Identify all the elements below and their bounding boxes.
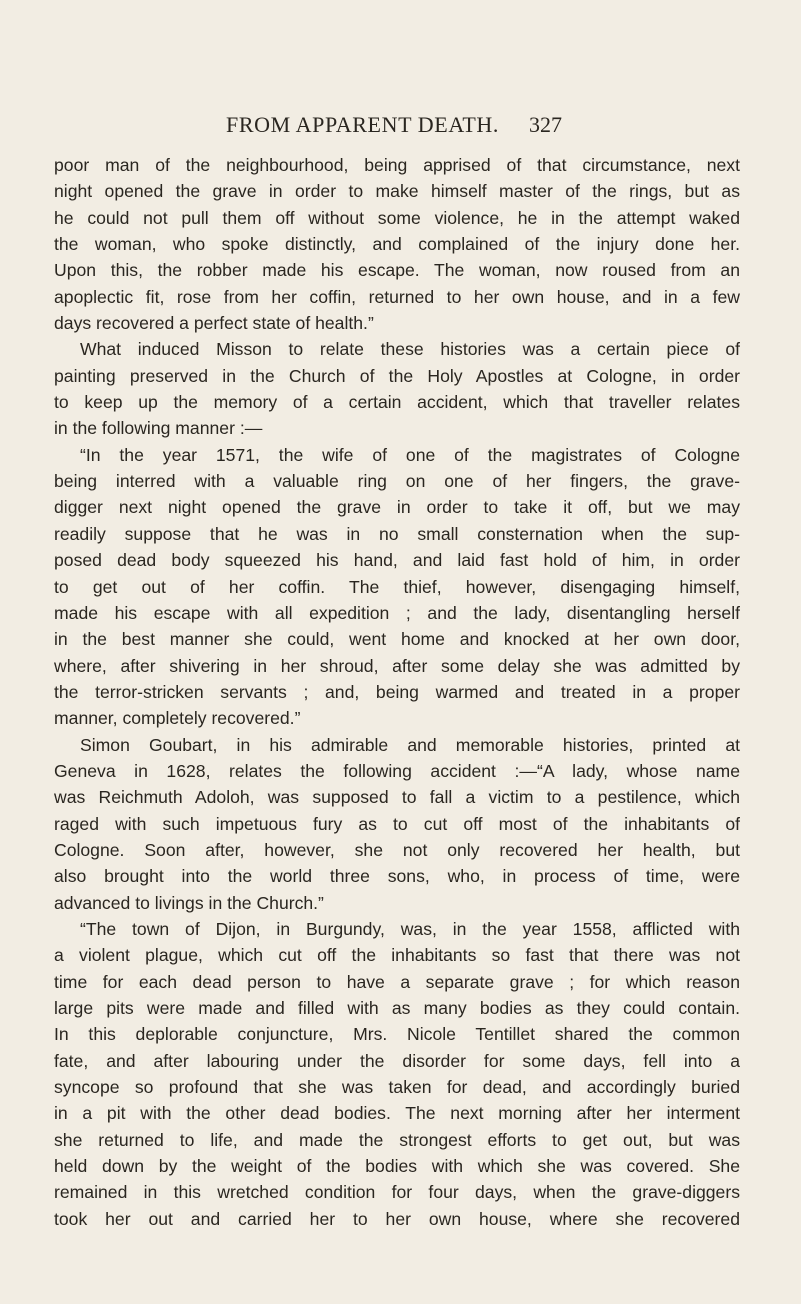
text-line: Geneva in 1628, relates the following accident :—“A lady, whose name (54, 760, 740, 781)
page-number: 327 (529, 112, 562, 137)
text-line: fate, and after labouring under the disorder for some days, fell into a (54, 1050, 740, 1071)
text-line: a violent plague, which cut off the inhabitants so fast that there was not (54, 945, 740, 966)
text-line: being interred with a valuable ring on one of her fingers, the grave- (54, 471, 740, 492)
text-line: In this deplorable conjuncture, Mrs. Nicole Tentillet shared the common (54, 1024, 740, 1045)
text-line: What induced Misson to relate these histories was a certain piece of (80, 339, 740, 360)
text-line: to get out of her coffin. The thief, however, disengaging himself, (54, 576, 740, 597)
text-line: remained in this wretched condition for four days, when the grave-diggers (54, 1182, 740, 1203)
text-line: large pits were made and filled with as many bodies as they could contain. (54, 998, 740, 1018)
running-head-title: FROM APPARENT DEATH. (226, 112, 500, 137)
text-line: poor man of the neighbourhood, being apprised of that circumstance, next (54, 155, 740, 175)
text-line: manner, completely recovered.” (54, 708, 301, 729)
text-line: advanced to livings in the Church.” (54, 892, 324, 913)
text-line: digger next night opened the grave in order to take it off, but we may (54, 497, 740, 518)
text-line: days recovered a perfect state of health.” (54, 313, 374, 334)
body-text (54, 152, 740, 1232)
text-line: also brought into the world three sons, who, in process of time, were (54, 866, 740, 887)
text-line: syncope so profound that she was taken for dead, and accordingly buried (54, 1077, 740, 1098)
text-line: Upon this, the robber made his escape. The woman, now roused from an (54, 260, 740, 281)
text-line: to keep up the memory of a certain accident, which that traveller relates (54, 392, 740, 413)
text-line: made his escape with all expedition ; and the lady, disentangling herself (54, 602, 740, 623)
running-head (0, 112, 801, 142)
text-line: the terror-stricken servants ; and, being warmed and treated in a proper (54, 681, 740, 702)
text-line: in the best manner she could, went home and knocked at her own door, (54, 629, 740, 650)
text-line: “The town of Dijon, in Burgundy, was, in the year 1558, afflicted with (80, 918, 740, 939)
text-line: Cologne. Soon after, however, she not only recovered her health, but (54, 839, 740, 860)
text-line: Simon Goubart, in his admirable and memorable histories, printed at (80, 734, 740, 755)
text-line: she returned to life, and made the strongest efforts to get out, but was (54, 1129, 740, 1150)
text-line: held down by the weight of the bodies with which she was covered. She (54, 1156, 740, 1177)
text-line: was Reichmuth Adoloh, was supposed to fall a victim to a pestilence, which (54, 787, 740, 808)
text-line: the woman, who spoke distinctly, and complained of the injury done her. (54, 234, 740, 255)
text-line: posed dead body squeezed his hand, and laid fast hold of him, in order (54, 550, 740, 571)
text-line: in the following manner :— (54, 418, 263, 439)
text-line: painting preserved in the Church of the Holy Apostles at Cologne, in order (54, 365, 740, 386)
text-line: night opened the grave in order to make himself master of the rings, but as (54, 181, 740, 202)
text-line: readily suppose that he was in no small consternation when the sup- (54, 523, 740, 544)
text-line: in a pit with the other dead bodies. The next morning after her interment (54, 1103, 740, 1124)
text-line: he could not pull them off without some violence, he in the attempt waked (54, 207, 740, 228)
text-line: where, after shivering in her shroud, after some delay she was admitted by (54, 655, 740, 676)
text-line: time for each dead person to have a separate grave ; for which reason (54, 971, 740, 992)
text-line: apoplectic fit, rose from her coffin, returned to her own house, and in a few (54, 286, 740, 307)
text-line: “In the year 1571, the wife of one of the magistrates of Cologne (80, 444, 740, 465)
text-line: raged with such impetuous fury as to cut off most of the inhabitants of (54, 813, 740, 834)
text-line: took her out and carried her to her own house, where she recovered (54, 1208, 740, 1229)
